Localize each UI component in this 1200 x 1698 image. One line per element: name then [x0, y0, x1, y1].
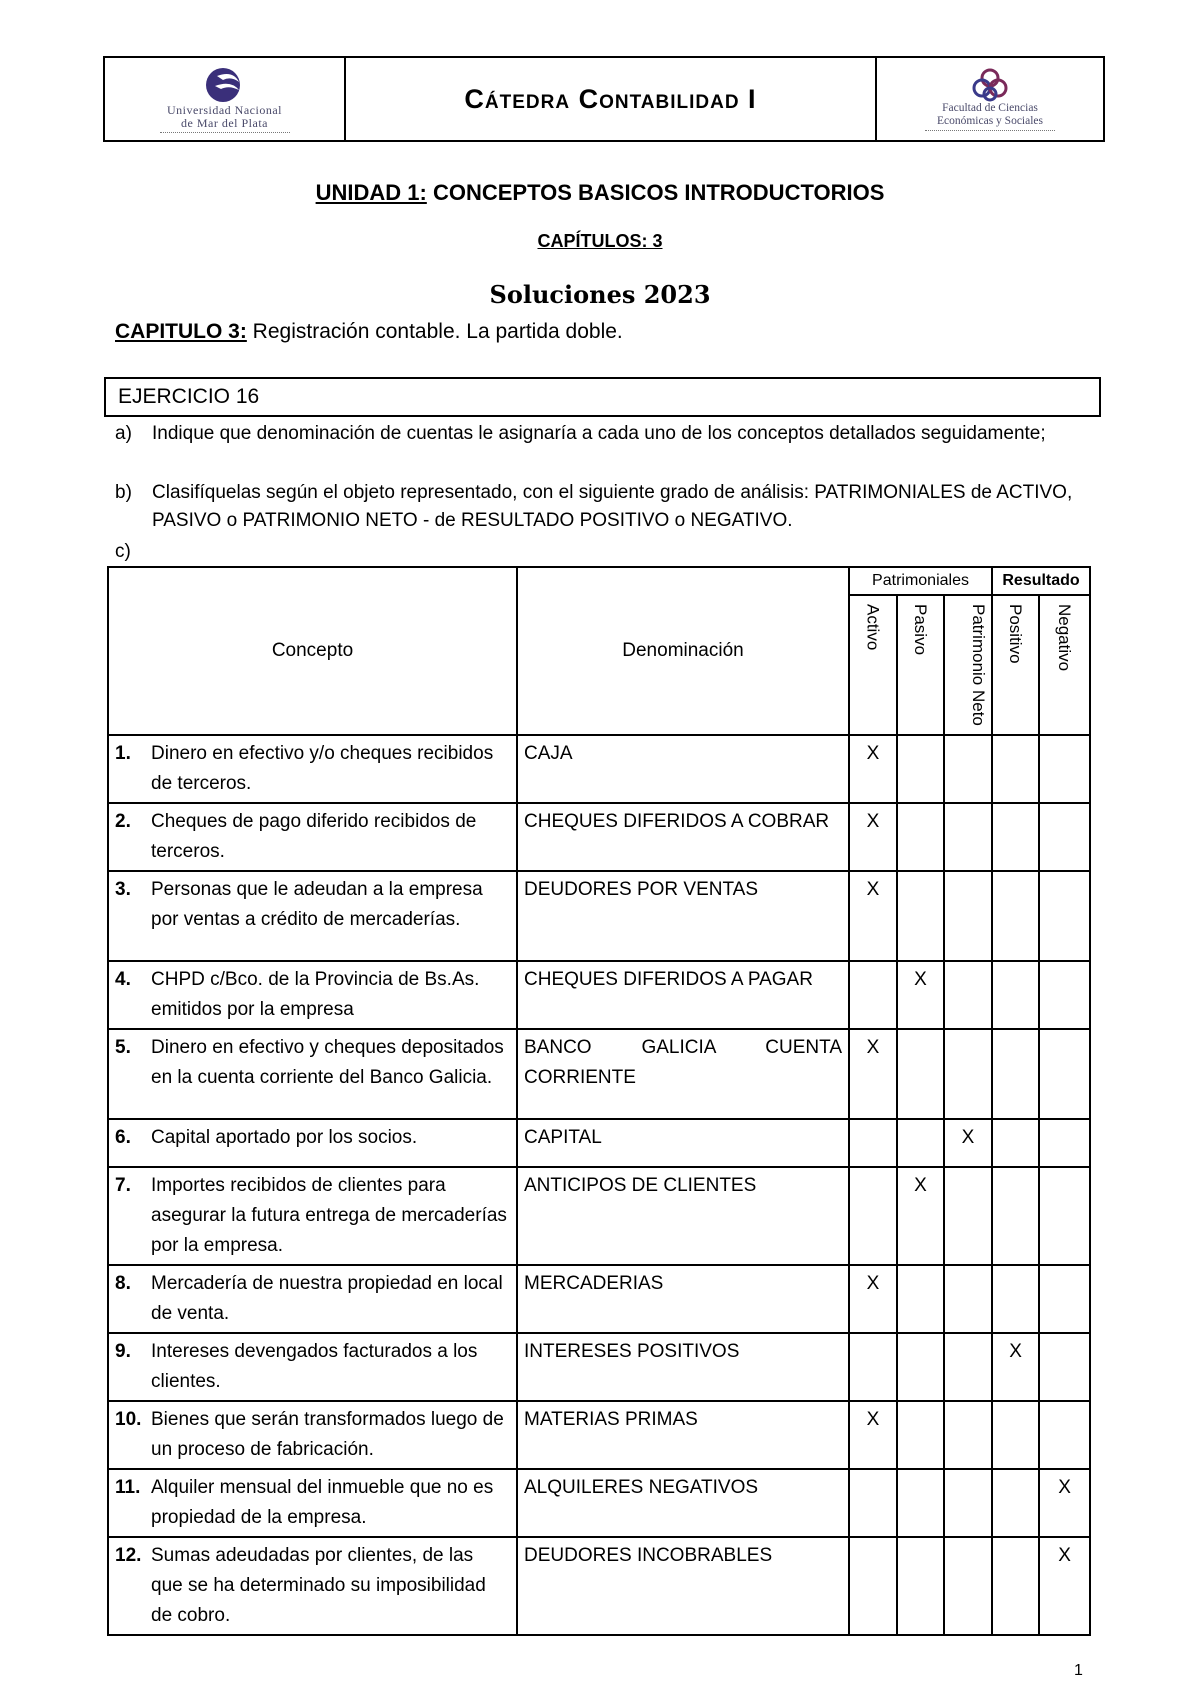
mark-negativo	[1039, 803, 1090, 871]
concept-cell	[108, 1167, 517, 1265]
mark-pn	[944, 1537, 992, 1635]
denominacion-cell: DEUDORES INCOBRABLES	[517, 1537, 849, 1635]
concept-text: Sumas adeudadas por clientes, de las que se ha determinado su imposibilidad de cobro.	[151, 1545, 486, 1626]
row-number: 3.	[115, 879, 131, 900]
table-row	[108, 1029, 1090, 1119]
mark-pn	[944, 871, 992, 961]
table-row	[108, 1537, 1090, 1635]
university-logo-icon	[203, 66, 247, 104]
mark-positivo	[992, 1265, 1039, 1333]
mark-pasivo	[897, 803, 944, 871]
column-header-label: Positivo	[1006, 604, 1026, 664]
instruction-label: a)	[115, 423, 132, 444]
concept-text: Cheques de pago diferido recibidos de terceros.	[151, 811, 477, 862]
group-header-patrimoniales: Patrimoniales	[849, 567, 992, 595]
mark-positivo	[992, 871, 1039, 961]
mark-pasivo	[897, 1469, 944, 1537]
concept-cell	[108, 1537, 517, 1635]
row-number: 12.	[115, 1545, 142, 1566]
university-name-line2: de Mar del Plata	[181, 115, 268, 130]
faculty-block	[877, 58, 1103, 140]
exercise-box: EJERCICIO 16	[104, 377, 1101, 417]
table-row	[108, 1167, 1090, 1265]
accounts-table	[107, 566, 1091, 1636]
mark-activo: X	[849, 1029, 897, 1119]
column-header-denominacion: Denominación	[517, 567, 849, 735]
chapters-heading: CAPÍTULOS: 3	[537, 231, 663, 251]
mark-negativo: X	[1039, 1469, 1090, 1537]
mark-negativo	[1039, 1029, 1090, 1119]
concept-text: Bienes que serán transformados luego de un proceso de fabricación.	[151, 1409, 504, 1460]
table-row	[108, 961, 1090, 1029]
unit-title: CONCEPTOS BASICOS INTRODUCTORIOS	[426, 180, 885, 205]
instruction-label: c)	[115, 541, 131, 562]
mark-pasivo	[897, 1029, 944, 1119]
table-row	[108, 1119, 1090, 1167]
table-row	[108, 1469, 1090, 1537]
concept-cell	[108, 1265, 517, 1333]
course-title: Cátedra Contabilidad I	[464, 83, 757, 114]
mark-pn	[944, 1469, 992, 1537]
mark-positivo: X	[992, 1333, 1039, 1401]
solutions-title: Soluciones 2023	[489, 280, 711, 309]
column-header-label: Negativo	[1055, 604, 1075, 672]
column-header-label: Pasivo	[911, 604, 930, 656]
denominacion-cell: MATERIAS PRIMAS	[517, 1401, 849, 1469]
mark-negativo	[1039, 961, 1090, 1029]
mark-positivo	[992, 735, 1039, 803]
mark-negativo	[1039, 1333, 1090, 1401]
concept-text: CHPD c/Bco. de la Provincia de Bs.As. emitidos por la empresa	[151, 969, 480, 1020]
mark-pn	[944, 1265, 992, 1333]
concept-text: Dinero en efectivo y/o cheques recibidos de terceros.	[151, 743, 494, 794]
row-number: 4.	[115, 969, 131, 990]
concept-text: Capital aportado por los socios.	[151, 1127, 418, 1148]
faculty-name-line2: Económicas y Sociales	[936, 114, 1044, 127]
row-number: 8.	[115, 1273, 131, 1294]
column-header-negativo	[1039, 595, 1090, 735]
instruction-a	[115, 420, 1092, 448]
table-row	[108, 1401, 1090, 1469]
mark-pn	[944, 1029, 992, 1119]
page-number: 1	[1074, 1662, 1083, 1679]
mark-pn	[944, 961, 992, 1029]
mark-positivo	[992, 1029, 1039, 1119]
university-block	[105, 58, 346, 140]
mark-positivo	[992, 1469, 1039, 1537]
concept-text: Alquiler mensual del inmueble que no es propiedad de la empresa.	[151, 1477, 494, 1528]
row-number: 10.	[115, 1409, 142, 1430]
mark-activo	[849, 1537, 897, 1635]
mark-pn	[944, 1167, 992, 1265]
row-number: 7.	[115, 1175, 131, 1196]
denominacion-cell: DEUDORES POR VENTAS	[517, 871, 849, 961]
concept-cell	[108, 1469, 517, 1537]
denominacion-cell: ALQUILERES NEGATIVOS	[517, 1469, 849, 1537]
row-number: 6.	[115, 1127, 131, 1148]
instruction-label: b)	[115, 482, 132, 503]
denominacion-cell: INTERESES POSITIVOS	[517, 1333, 849, 1401]
instruction-text: Clasifíquelas según el objeto representado, con el siguiente grado de análisis: PATRIMONIALES de ACTIVO, PASIVO o PATRIMONIO NETO - de RESULTADO POSITIVO o NEGATIVO.	[152, 482, 1073, 531]
faculty-name-line1: Facultad de Ciencias	[942, 101, 1038, 114]
mark-positivo	[992, 961, 1039, 1029]
table-row	[108, 871, 1090, 961]
mark-negativo	[1039, 1119, 1090, 1167]
concept-cell	[108, 735, 517, 803]
mark-negativo	[1039, 735, 1090, 803]
mark-activo: X	[849, 1265, 897, 1333]
group-header-resultado: Resultado	[992, 567, 1090, 595]
mark-negativo	[1039, 1167, 1090, 1265]
concept-cell	[108, 1333, 517, 1401]
mark-pasivo	[897, 1537, 944, 1635]
mark-positivo	[992, 1537, 1039, 1635]
column-header-label: Activo	[863, 604, 883, 651]
concept-text: Personas que le adeudan a la empresa por ventas a crédito de mercaderías.	[151, 879, 483, 930]
mark-pasivo	[897, 871, 944, 961]
divider	[925, 130, 1055, 131]
mark-pasivo	[897, 1333, 944, 1401]
table-row	[108, 1333, 1090, 1401]
mark-activo	[849, 1119, 897, 1167]
concept-cell	[108, 1029, 517, 1119]
mark-positivo	[992, 1119, 1039, 1167]
denominacion-cell: CHEQUES DIFERIDOS A PAGAR	[517, 961, 849, 1029]
column-header-activo	[849, 595, 897, 735]
divider	[160, 132, 290, 133]
row-number: 1.	[115, 743, 131, 764]
concept-text: Intereses devengados facturados a los clientes.	[151, 1341, 478, 1392]
table-row	[108, 1265, 1090, 1333]
mark-pasivo	[897, 1119, 944, 1167]
column-header-label: Patrimonio Neto	[969, 604, 989, 726]
concept-cell	[108, 803, 517, 871]
row-number: 11.	[115, 1477, 141, 1498]
mark-negativo	[1039, 1265, 1090, 1333]
row-number: 5.	[115, 1037, 131, 1058]
mark-positivo	[992, 803, 1039, 871]
concept-cell	[108, 1119, 517, 1167]
mark-pasivo	[897, 735, 944, 803]
mark-negativo	[1039, 871, 1090, 961]
mark-pn	[944, 1401, 992, 1469]
mark-pasivo	[897, 1401, 944, 1469]
mark-pn	[944, 1333, 992, 1401]
table-row	[108, 735, 1090, 803]
mark-activo: X	[849, 871, 897, 961]
denominacion-cell: CAJA	[517, 735, 849, 803]
mark-activo: X	[849, 1401, 897, 1469]
unit-label: UNIDAD 1:	[315, 180, 427, 205]
mark-pn: X	[944, 1119, 992, 1167]
row-number: 2.	[115, 811, 131, 832]
denominacion-cell: ANTICIPOS DE CLIENTES	[517, 1167, 849, 1265]
denominacion-cell: BANCO GALICIA CUENTA CORRIENTE	[517, 1029, 849, 1119]
column-header-pasivo	[897, 595, 944, 735]
column-header-concept: Concepto	[108, 567, 517, 735]
denominacion-cell: CHEQUES DIFERIDOS A COBRAR	[517, 803, 849, 871]
mark-pasivo: X	[897, 961, 944, 1029]
mark-activo	[849, 1167, 897, 1265]
column-header-positivo	[992, 595, 1039, 735]
course-title-block	[346, 58, 877, 140]
instruction-b	[115, 479, 1092, 535]
mark-pn	[944, 803, 992, 871]
header-box	[103, 56, 1105, 142]
mark-activo: X	[849, 735, 897, 803]
concept-text: Dinero en efectivo y cheques depositados en la cuenta corriente del Banco Galicia.	[151, 1037, 504, 1088]
row-number: 9.	[115, 1341, 131, 1362]
mark-activo	[849, 1333, 897, 1401]
chapter-label: CAPITULO 3:	[115, 320, 247, 343]
chapter-heading	[115, 320, 623, 344]
concept-cell	[108, 871, 517, 961]
mark-activo	[849, 961, 897, 1029]
concept-text: Mercadería de nuestra propiedad en local de venta.	[151, 1273, 503, 1324]
chapter-text: Registración contable. La partida doble.	[246, 320, 623, 343]
mark-activo	[849, 1469, 897, 1537]
mark-positivo	[992, 1401, 1039, 1469]
concept-text: Importes recibidos de clientes para asegurar la futura entrega de mercaderías por la empresa.	[151, 1175, 507, 1256]
concept-cell	[108, 1401, 517, 1469]
mark-positivo	[992, 1167, 1039, 1265]
table-row	[108, 803, 1090, 871]
unit-heading	[0, 180, 1200, 206]
mark-negativo	[1039, 1401, 1090, 1469]
denominacion-cell: CAPITAL	[517, 1119, 849, 1167]
mark-pasivo	[897, 1265, 944, 1333]
mark-negativo: X	[1039, 1537, 1090, 1635]
university-name-line1: Universidad Nacional	[167, 102, 282, 117]
column-header-patrimonio-neto	[944, 595, 992, 735]
concept-cell	[108, 961, 517, 1029]
denominacion-cell: MERCADERIAS	[517, 1265, 849, 1333]
mark-activo: X	[849, 803, 897, 871]
mark-pn	[944, 735, 992, 803]
mark-pasivo: X	[897, 1167, 944, 1265]
faculty-logo-icon	[970, 68, 1010, 102]
instruction-text: Indique que denominación de cuentas le asignaría a cada uno de los conceptos detallados seguidamente;	[152, 423, 1046, 444]
